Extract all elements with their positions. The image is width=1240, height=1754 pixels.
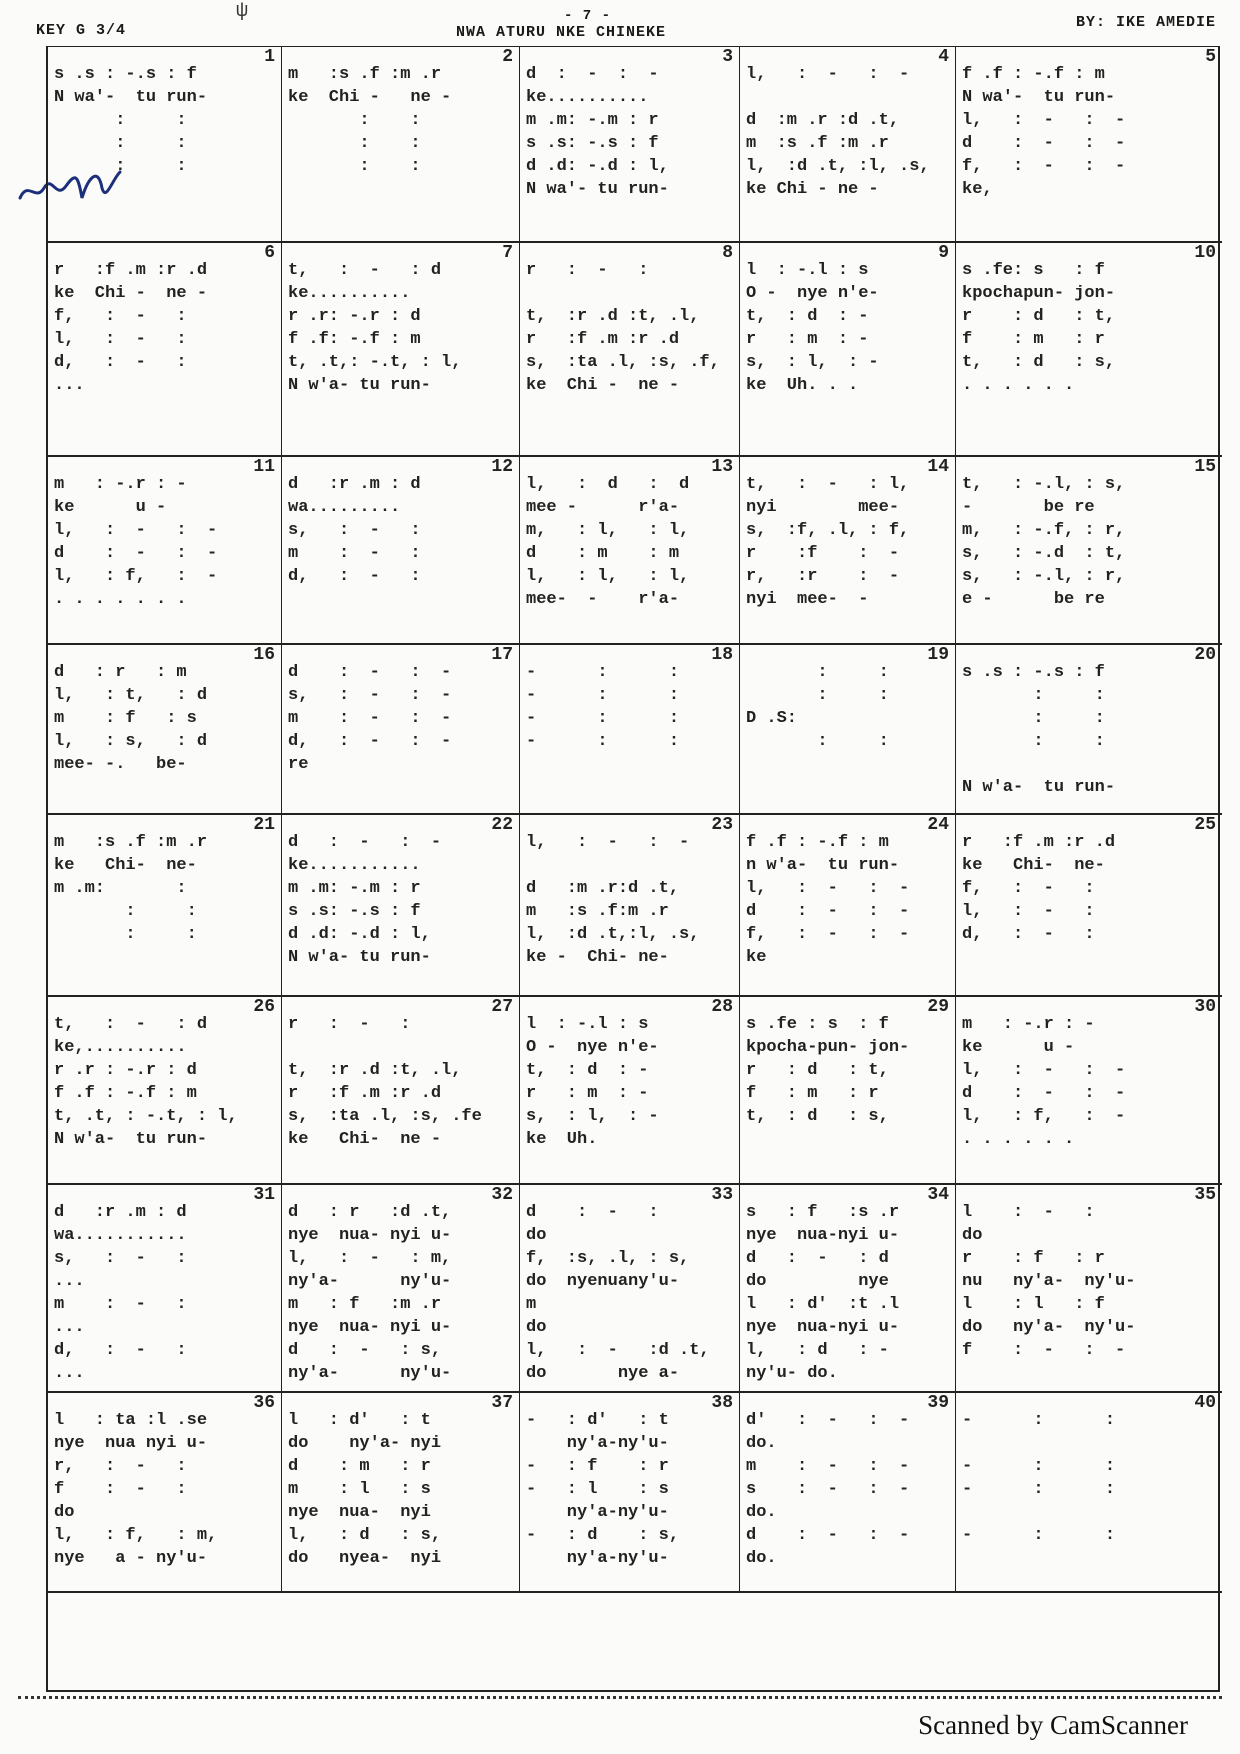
measure-number: 3 (722, 47, 733, 67)
solfa-notation: r : - : t, :r .d :t, .l, r :f .m :r .d s, :ta .l, :s, .f, ke Chi - ne - (526, 261, 720, 395)
measure-cell (956, 1393, 1222, 1593)
measure-number: 27 (491, 997, 513, 1017)
measure-cell (48, 243, 282, 457)
measure-number: 23 (711, 815, 733, 835)
measure-number: 24 (927, 815, 949, 835)
measure-number: 15 (1194, 457, 1216, 477)
measure-number: 4 (938, 47, 949, 67)
measure-cell (520, 1393, 740, 1593)
measure-cell (956, 47, 1222, 243)
solfa-notation: r : - : t, :r .d :t, .l, r :f .m :r .d s, :ta .l, :s, .fe ke Chi- ne - (288, 1015, 482, 1149)
solfa-notation: : : : : D .S: : : (746, 663, 889, 751)
measure-number: 34 (927, 1185, 949, 1205)
solfa-notation: l, : - : - d :m .r:d .t, m :s .f:m .r l, :d .t,:l, .s, ke - Chi- ne- (526, 833, 700, 967)
measure-number: 21 (253, 815, 275, 835)
measure-cell (520, 1185, 740, 1393)
solfa-notation: s .fe: s : f kpochapun- jon- r : d : t, f : m : r t, : d : s, . . . . . . (962, 261, 1116, 395)
measure-number: 14 (927, 457, 949, 477)
measure-cell (48, 645, 282, 815)
measure-number: 37 (491, 1393, 513, 1413)
measure-cell (48, 815, 282, 997)
measure-cell (282, 457, 520, 645)
measure-cell (520, 997, 740, 1185)
measure-cell (48, 1185, 282, 1393)
measure-cell (48, 457, 282, 645)
measure-cell (956, 997, 1222, 1185)
torn-edge (18, 1696, 1222, 1709)
solfa-notation: t, : - : l, nyi mee- s, :f, .l, : f, r :f : - r, :r : - nyi mee- - (746, 475, 910, 609)
measure-number: 12 (491, 457, 513, 477)
solfa-notation: r :f .m :r .d ke Chi - ne - f, : - : l, : - : d, : - : ... (54, 261, 208, 395)
solfa-notation: m :s .f :m .r ke Chi - ne - : : : : : : (288, 65, 452, 176)
measure-number: 5 (1205, 47, 1216, 67)
measure-cell (956, 815, 1222, 997)
measure-cell (282, 645, 520, 815)
solfa-notation: l, : d : d mee - r'a- m, : l, : l, d : m : m l, : l, : l, mee- - r'a- (526, 475, 690, 609)
measure-cell (520, 457, 740, 645)
scanner-watermark: Scanned by CamScanner (918, 1710, 1188, 1740)
measure-cell (282, 1393, 520, 1593)
measure-cell (282, 1185, 520, 1393)
measure-number: 2 (502, 47, 513, 67)
solfa-notation: t, : -.l, : s, - be re m, : -.f, : r, s, : -.d : t, s, : -.l, : r, e - be re (962, 475, 1126, 609)
measure-cell (740, 1185, 956, 1393)
measure-number: 35 (1194, 1185, 1216, 1205)
measure-number: 30 (1194, 997, 1216, 1017)
measure-cell (956, 457, 1222, 645)
measure-number: 32 (491, 1185, 513, 1205)
solfa-notation: r :f .m :r .d ke Chi- ne- f, : - : l, : - : d, : - : (962, 833, 1116, 944)
solfa-notation: d : - : do f, :s, .l, : s, do nyenuany'u- m do l, : - :d .t, do nye a- (526, 1203, 710, 1383)
measure-cell (520, 645, 740, 815)
key-signature: KEY G 3/4 (36, 22, 127, 39)
measure-cell (520, 47, 740, 243)
solfa-notation: l : d' : t do ny'a- nyi d : m : r m : l : s nye nua- nyi l, : d : s, do nyea- nyi (288, 1411, 442, 1568)
measure-number: 1 (264, 47, 275, 67)
solfa-notation: d' : - : - do. m : - : - s : - : - do. d : - : - do. (746, 1411, 910, 1568)
measure-cell (282, 243, 520, 457)
solfa-notation: d : r : m l, : t, : d m : f : s l, : s, : d mee- -. be- (54, 663, 208, 774)
solfa-notation: d : - : - s, : - : - m : - : - d, : - : - re (288, 663, 452, 774)
measure-cell (520, 815, 740, 997)
measure-number: 13 (711, 457, 733, 477)
measure-number: 7 (502, 243, 513, 263)
solfa-notation: s .s : -.s : f : : : : : : N w'a- tu run- (962, 663, 1116, 797)
solfa-notation: d :r .m : d wa........... s, : - : ... m : - : ... d, : - : ... (54, 1203, 187, 1383)
measure-number: 10 (1194, 243, 1216, 263)
measure-cell (48, 47, 282, 243)
solfa-notation: m : -.r : - ke u - l, : - : - d : - : - l, : f, : - . . . . . . (962, 1015, 1126, 1149)
measure-number: 18 (711, 645, 733, 665)
solfa-notation: d : - : - ke........... m .m: -.m : r s .s: -.s : f d .d: -.d : l, N w'a- tu run- (288, 833, 442, 967)
solfa-notation: f .f : -.f : m n w'a- tu run- l, : - : - d : - : - f, : - : - ke (746, 833, 910, 967)
measure-cell (520, 243, 740, 457)
page-number: - 7 - (564, 8, 612, 24)
measure-number: 20 (1194, 645, 1216, 665)
measure-number: 19 (927, 645, 949, 665)
solfa-notation: s .fe : s : f kpocha-pun- jon- r : d : t, f : m : r t, : d : s, (746, 1015, 910, 1126)
solfa-notation: - : : - : : - : : - : : (526, 663, 680, 751)
solfa-notation: l : -.l : s O - nye n'e- t, : d : - r : m : - s, : l, : - ke Uh. (526, 1015, 659, 1149)
measure-number: 39 (927, 1393, 949, 1413)
measure-number: 28 (711, 997, 733, 1017)
measure-number: 36 (253, 1393, 275, 1413)
solfa-notation: f .f : -.f : m N wa'- tu run- l, : - : - d : - : - f, : - : - ke, (962, 65, 1126, 199)
measure-cell (956, 645, 1222, 815)
solfa-notation: t, : - : d ke,.......... r .r : -.r : d f .f : -.f : m t, .t, : -.t, : l, N w'a- tu run- (54, 1015, 238, 1149)
measure-cell (740, 243, 956, 457)
measure-number: 25 (1194, 815, 1216, 835)
measure-number: 6 (264, 243, 275, 263)
measure-number: 33 (711, 1185, 733, 1205)
measure-cell (740, 47, 956, 243)
measure-number: 16 (253, 645, 275, 665)
measure-cell (740, 457, 956, 645)
measure-number: 22 (491, 815, 513, 835)
measure-cell (740, 1393, 956, 1593)
measure-cell (956, 243, 1222, 457)
measure-number: 26 (253, 997, 275, 1017)
solfa-notation: l : - : do r : f : r nu ny'a- ny'u- l : l : f do ny'a- ny'u- f : - : - (962, 1203, 1136, 1360)
measure-number: 38 (711, 1393, 733, 1413)
measure-cell (282, 815, 520, 997)
composer: BY: IKE AMEDIE (1075, 14, 1216, 31)
measure-cell (956, 1185, 1222, 1393)
solfa-notation: l : ta :l .se nye nua nyi u- r, : - : f : - : do l, : f, : m, nye a - ny'u- (54, 1411, 218, 1568)
measure-cell (740, 997, 956, 1185)
measure-cell (282, 997, 520, 1185)
measure-cell (740, 645, 956, 815)
solfa-notation: d :r .m : d wa......... s, : - : m : - : d, : - : (288, 475, 421, 586)
top-mark: ψ (236, 0, 249, 23)
measure-number: 11 (253, 457, 275, 477)
measure-cell (740, 815, 956, 997)
measure-number: 9 (938, 243, 949, 263)
measure-cell (48, 1393, 282, 1593)
measure-number: 40 (1194, 1393, 1216, 1413)
solfa-notation: s : f :s .r nye nua-nyi u- d : - : d do nye l : d' :t .l nye nua-nyi u- l, : d : - ny'u- do. (746, 1203, 900, 1383)
measure-number: 8 (722, 243, 733, 263)
measure-cell (48, 997, 282, 1185)
music-grid (46, 46, 1220, 1692)
solfa-notation: s .s : -.s : f N wa'- tu run- : : : : : : (54, 65, 208, 176)
measure-number: 17 (491, 645, 513, 665)
solfa-notation: m :s .f :m .r ke Chi- ne- m .m: : : : : : (54, 833, 208, 944)
song-title: NWA ATURU NKE CHINEKE (456, 24, 667, 41)
solfa-notation: - : d' : t ny'a-ny'u- - : f : r - : l : s ny'a-ny'u- - : d : s, ny'a-ny'u- (526, 1411, 680, 1568)
measure-number: 29 (927, 997, 949, 1017)
solfa-notation: - : : - : : - : : - : : (962, 1411, 1116, 1545)
solfa-notation: l : -.l : s O - nye n'e- t, : d : - r : m : - s, : l, : - ke Uh. . . (746, 261, 879, 395)
solfa-notation: t, : - : d ke.......... r .r: -.r : d f .f: -.f : m t, .t,: -.t, : l, N w'a- tu run- (288, 261, 462, 395)
solfa-notation: d : r :d .t, nye nua- nyi u- l, : - : m, ny'a- ny'u- m : f :m .r nye nua- nyi u- d : - : s, ny'a- ny'u- (288, 1203, 452, 1383)
solfa-notation: l, : - : - d :m .r :d .t, m :s .f :m .r l, :d .t, :l, .s, ke Chi - ne - (746, 65, 930, 199)
solfa-notation: d : - : - ke.......... m .m: -.m : r s .s: -.s : f d .d: -.d : l, N wa'- tu run- (526, 65, 669, 199)
solfa-notation: m : -.r : - ke u - l, : - : - d : - : - l, : f, : - . . . . . . . (54, 475, 218, 609)
sheet-header (36, 8, 1216, 42)
measure-cell (282, 47, 520, 243)
measure-number: 31 (253, 1185, 275, 1205)
